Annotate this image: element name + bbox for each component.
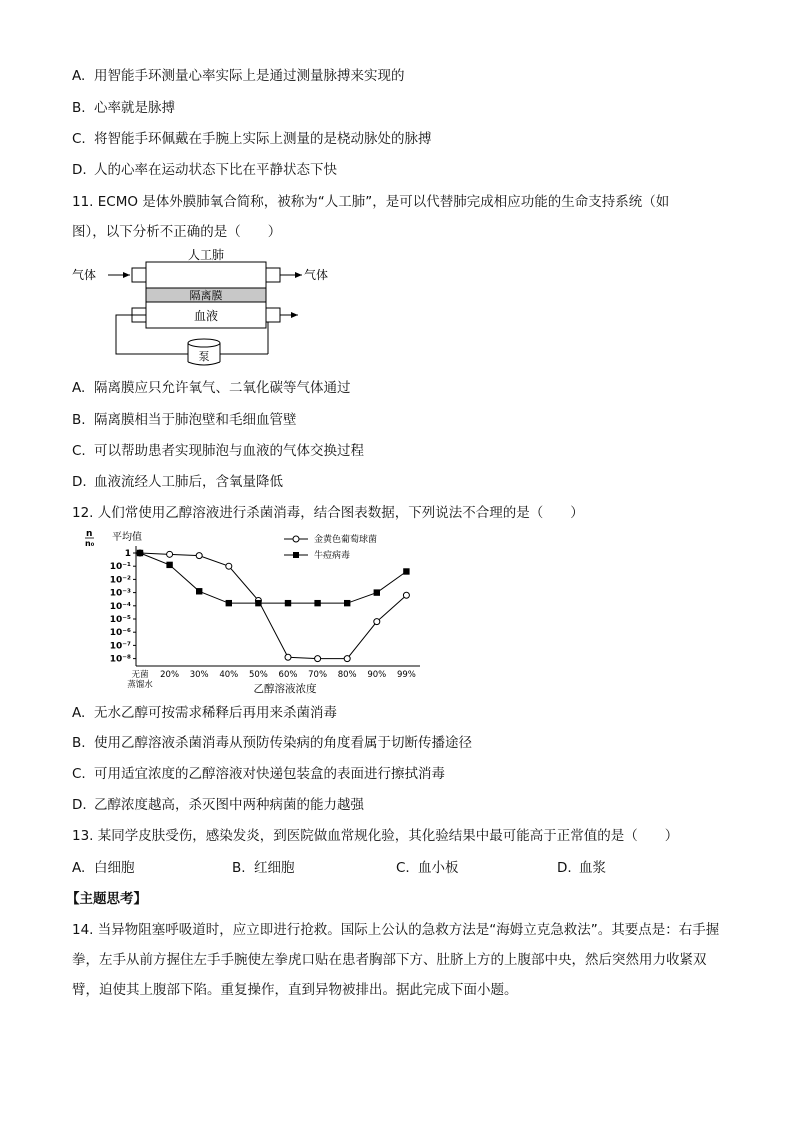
data-point-circle [196,553,202,559]
pump-label: 泵 [198,350,210,363]
q10-option-d: D. 人的心率在运动状态下比在平静状态下快 [72,162,337,178]
legend-series-2: 牛痘病毒 [314,551,351,561]
data-point-circle [285,654,291,660]
q11-option-b: B. 隔离膜相当于肺泡壁和毛细血管壁 [72,412,297,428]
legend-circle-marker [293,536,299,542]
x-tick-label: 30% [189,670,209,680]
data-point-square [374,589,380,595]
q13-option-d: D. 血浆 [557,860,606,876]
q14-text: 14. 当异物阻塞呼吸道时，应立即进行抢救。国际上公认的急救方法是“海姆立克急救法”。其要点是：右手握拳，左手从前方握住左手手腕使左拳虎口贴在患者胸部下方、肚脐上方的上腹部中央，然后突然用力收紧双臂，迫使其上腹部下陷。重复操作，直到异物被排出。据此完成下面小题。 [72,922,720,998]
data-point-square [196,588,202,594]
q12-option-d: D. 乙醇浓度越高，杀灭图中两种病菌的能力越强 [72,797,364,813]
data-point-square [166,562,172,568]
q12-option-b: B. 使用乙醇溶液杀菌消毒从预防传染病的角度看属于切断传播途径 [72,735,472,751]
series-line-2 [140,553,406,603]
data-point-circle [315,656,321,662]
y-label-n: n [86,529,93,539]
q12-option-c: C. 可用适宜浓度的乙醇溶液对快递包装盒的表面进行擦拭消毒 [72,766,445,782]
x-tick-sublabel: 蒸馏水 [127,680,153,690]
chart-legend [284,533,377,561]
x-tick-label: 60% [278,670,298,680]
y-tick-label: 10⁻⁶ [109,628,131,639]
q11-stem-line1: 11. ECMO 是体外膜肺氧合简称，被称为“人工肺”，是可以代替肺完成相应功能的生命支持系统（如 [72,194,670,210]
legend-square-marker [293,552,299,558]
data-point-circle [403,592,409,598]
gas-out-label: 气体 [304,268,329,282]
ecmo-diagram [72,246,332,370]
y-label-n0: n₀ [85,539,95,548]
data-point-square [255,600,261,606]
membrane-label: 隔离膜 [189,289,223,302]
x-tick-label: 90% [367,670,387,680]
q13-option-c: C. 血小板 [396,860,459,876]
x-tick-label: 40% [219,670,239,680]
q13-stem: 13. 某同学皮肤受伤，感染发炎，到医院做血常规化验，其化验结果中最可能高于正常值的是（ ） [72,828,679,844]
data-point-circle [167,551,173,557]
data-point-square [285,600,291,606]
q10-option-b: B. 心率就是脉搏 [72,100,175,116]
q10-option-a: A. 用智能手环测量心率实际上是通过测量脉搏来实现的 [72,68,405,84]
blood-label: 血液 [193,309,219,323]
x-axis-label: 乙醇溶液浓度 [253,683,317,695]
data-point-square [137,550,143,556]
x-tick-label: 50% [248,670,268,680]
x-tick-label: 无菌 [131,670,149,680]
q11-option-d: D. 血液流经人工肺后，含氧量降低 [72,474,283,490]
x-tick-label: 80% [337,670,357,680]
q13-option-b: B. 红细胞 [232,860,295,876]
data-point-square [314,600,320,606]
q10-option-c: C. 将智能手环佩戴在手腕上实际上测量的是桡动脉处的脉搏 [72,131,432,147]
artificial-lung-label: 人工肺 [187,248,225,262]
y-tick-label: 10⁻³ [109,588,131,599]
q13-option-a: A. 白细胞 [72,860,135,876]
y-tick-label: 10⁻⁴ [109,601,131,612]
y-tick-label: 10⁻⁵ [109,615,131,625]
data-point-circle [226,563,232,569]
q11-option-c: C. 可以帮助患者实现肺泡与血液的气体交换过程 [72,443,364,459]
gas-in-label: 气体 [72,268,97,282]
y-tick-label: 1 [124,549,131,559]
x-tick-label: 99% [396,670,416,680]
data-point-square [226,600,232,606]
q11-stem-line2: 图），以下分析不正确的是（ ） [72,224,282,240]
legend-series-1: 金黄色葡萄球菌 [314,535,378,545]
y-tick-label: 10⁻¹ [109,562,131,573]
q12-option-a: A. 无水乙醇可按需求稀释后再用来杀菌消毒 [72,705,337,721]
data-point-square [403,568,409,574]
data-point-circle [344,656,350,662]
y-tick-label: 10⁻² [109,575,131,586]
x-tick-label: 20% [160,670,180,680]
data-point-square [344,600,350,606]
x-tick-label: 70% [308,670,328,680]
q12-stem: 12. 人们常使用乙醇溶液进行杀菌消毒，结合图表数据，下列说法不合理的是（ ） [72,505,584,521]
data-point-circle [374,619,380,625]
q11-option-a: A. 隔离膜应只允许氧气、二氧化碳等气体通过 [72,380,351,396]
section-title: 【主题思考】 [66,891,147,907]
y-label-avg: 平均值 [112,532,142,543]
y-tick-label: 10⁻⁷ [109,641,131,652]
y-tick-label: 10⁻⁸ [109,654,131,665]
series-line-1 [140,553,406,659]
ethanol-chart [80,526,430,696]
